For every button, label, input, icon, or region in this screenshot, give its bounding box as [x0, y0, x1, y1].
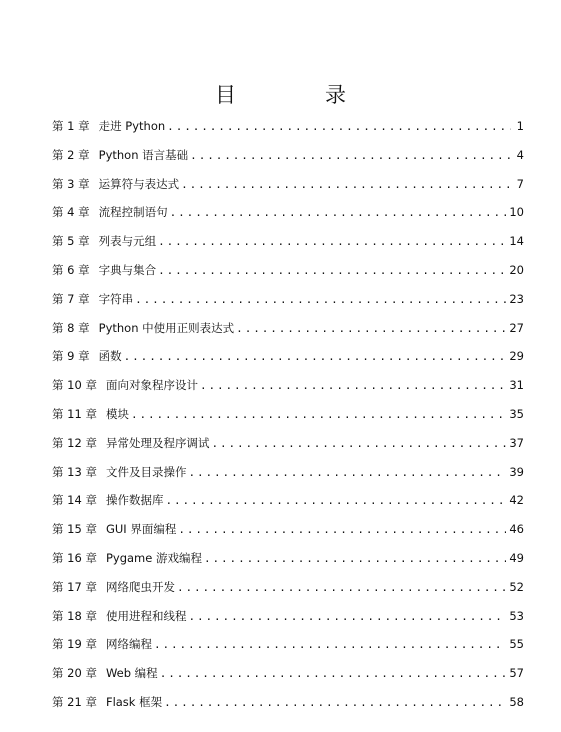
chapter-number: 第 10 章 — [52, 378, 97, 393]
chapter-title: 列表与元组 — [98, 234, 157, 249]
chapter-number: 第 13 章 — [52, 464, 97, 479]
chapter-number: 第 5 章 — [52, 234, 90, 249]
toc-entry — [52, 520, 524, 549]
toc-entry — [52, 578, 524, 607]
chapter-title: 面向对象程序设计 — [105, 378, 198, 393]
chapter-title: Web 编程 — [105, 666, 158, 681]
chapter-number: 第 20 章 — [52, 666, 97, 681]
toc-entry — [52, 607, 524, 636]
chapter-number: 第 18 章 — [52, 608, 97, 623]
dot-leader — [160, 665, 507, 683]
chapter-title: 字典与集合 — [98, 262, 157, 277]
page-number: 20 — [509, 262, 524, 277]
toc-entry — [52, 376, 524, 405]
page-number: 1 — [516, 119, 524, 133]
toc-entry — [52, 664, 524, 693]
chapter-title: 网络编程 — [105, 637, 152, 652]
toc-entry — [52, 491, 524, 520]
toc-entry — [52, 261, 524, 290]
toc-entry — [52, 693, 524, 722]
page-number: 46 — [509, 522, 524, 537]
chapter-title: 走进 Python — [98, 119, 166, 133]
chapter-title: Flask 框架 — [105, 694, 163, 709]
chapter-number: 第 2 章 — [52, 147, 90, 162]
chapter-title: 流程控制语句 — [98, 205, 168, 220]
page-number: 37 — [509, 435, 524, 450]
chapter-number: 第 12 章 — [52, 435, 97, 450]
page-number: 4 — [516, 147, 524, 162]
dot-leader — [170, 204, 507, 222]
chapter-number: 第 19 章 — [52, 637, 97, 652]
dot-leader — [188, 608, 506, 626]
chapter-number: 第 7 章 — [52, 291, 90, 306]
page-number: 52 — [509, 579, 524, 594]
dot-leader — [165, 492, 506, 510]
toc-entry — [52, 203, 524, 232]
toc-entry — [52, 549, 524, 578]
dot-leader — [167, 118, 511, 136]
page-number: 31 — [509, 378, 524, 393]
chapter-title: 使用进程和线程 — [105, 608, 187, 623]
table-of-contents — [52, 117, 524, 722]
page-number: 42 — [509, 493, 524, 508]
dot-leader — [236, 320, 506, 338]
page-number: 7 — [516, 176, 524, 191]
dot-leader — [135, 291, 506, 309]
dot-leader — [181, 176, 511, 194]
dot-leader — [178, 521, 506, 539]
toc-entry — [52, 463, 524, 492]
dot-leader — [190, 147, 511, 165]
toc-entry — [52, 319, 524, 348]
page-number: 23 — [509, 291, 524, 306]
chapter-title: 网络爬虫开发 — [105, 579, 175, 594]
page-number: 10 — [509, 205, 524, 220]
chapter-title: 文件及目录操作 — [105, 464, 187, 479]
toc-entry — [52, 175, 524, 204]
chapter-number: 第 14 章 — [52, 493, 97, 508]
dot-leader — [200, 377, 506, 395]
chapter-number: 第 9 章 — [52, 349, 90, 364]
toc-entry — [52, 434, 524, 463]
dot-leader — [204, 550, 506, 568]
toc-entry — [52, 347, 524, 376]
dot-leader — [158, 262, 506, 280]
chapter-number: 第 1 章 — [52, 119, 90, 133]
dot-leader — [124, 348, 507, 366]
toc-entry — [52, 405, 524, 434]
toc-entry — [52, 232, 524, 261]
dot-leader — [177, 579, 506, 597]
page-number: 53 — [509, 608, 524, 623]
dot-leader — [211, 435, 506, 453]
page-number: 14 — [509, 234, 524, 249]
chapter-title: 字符串 — [98, 291, 134, 306]
chapter-number: 第 4 章 — [52, 205, 90, 220]
chapter-title: 操作数据库 — [105, 493, 164, 508]
chapter-number: 第 11 章 — [52, 406, 97, 421]
toc-entry — [52, 146, 524, 175]
page-number: 35 — [509, 406, 524, 421]
dot-leader — [154, 636, 506, 654]
chapter-number: 第 6 章 — [52, 262, 90, 277]
dot-leader — [164, 694, 506, 712]
toc-entry — [52, 635, 524, 664]
chapter-title: 运算符与表达式 — [98, 176, 180, 191]
chapter-number: 第 8 章 — [52, 320, 90, 335]
page-number: 27 — [509, 320, 524, 335]
page-number: 58 — [509, 694, 524, 709]
chapter-title: Pygame 游戏编程 — [105, 550, 202, 565]
chapter-title: 函数 — [98, 349, 122, 364]
page-number: 39 — [509, 464, 524, 479]
page-title: 目 录 — [215, 83, 380, 107]
dot-leader — [188, 464, 506, 482]
page-number: 55 — [509, 637, 524, 652]
chapter-number: 第 17 章 — [52, 579, 97, 594]
toc-entry — [52, 290, 524, 319]
page-number: 29 — [509, 349, 524, 364]
chapter-title: Python 语言基础 — [98, 147, 189, 162]
page-number: 49 — [509, 550, 524, 565]
dot-leader — [131, 406, 506, 424]
page-number: 57 — [509, 666, 524, 681]
chapter-number: 第 15 章 — [52, 522, 97, 537]
chapter-title: 模块 — [105, 406, 129, 421]
toc-entry — [52, 117, 524, 146]
chapter-title: GUI 界面编程 — [105, 522, 177, 537]
chapter-title: 异常处理及程序调试 — [105, 435, 210, 450]
chapter-number: 第 3 章 — [52, 176, 90, 191]
chapter-title: Python 中使用正则表达式 — [98, 320, 235, 335]
chapter-number: 第 16 章 — [52, 550, 97, 565]
dot-leader — [158, 233, 506, 251]
chapter-number: 第 21 章 — [52, 694, 97, 709]
